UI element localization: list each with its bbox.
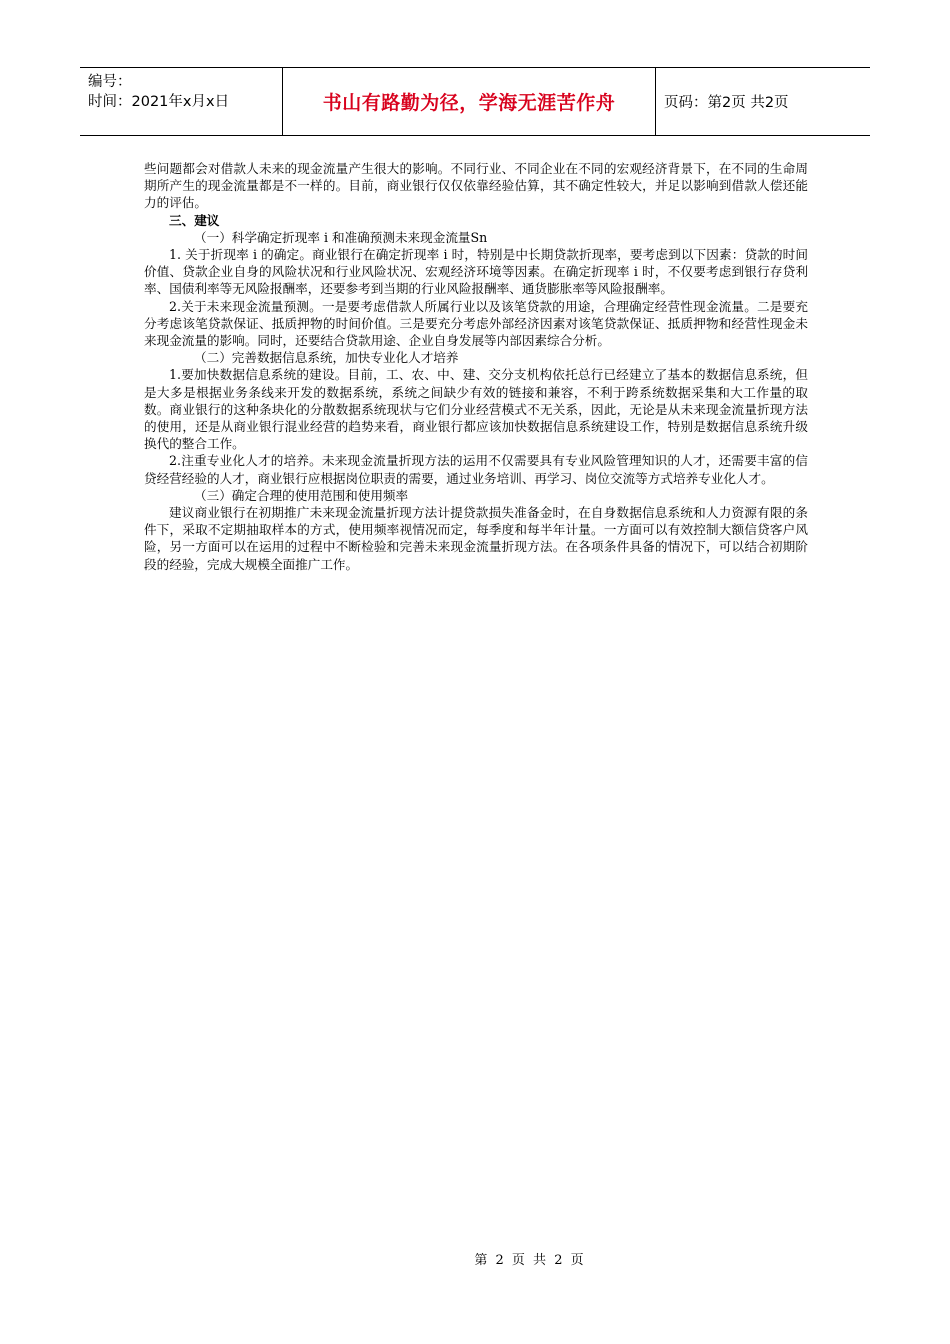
- paragraph-talent: 2.注重专业化人才的培养。未来现金流量折现方法的运用不仅需要具有专业风险管理知识的人才，还需要丰富的信贷经营经验的人才，商业银行应根据岗位职责的需要，通过业务培训、再学习、岗位交流等方式培养专业化人才。: [144, 453, 808, 486]
- paragraph-intro: 些问题都会对借款人未来的现金流量产生很大的影响。不同行业、不同企业在不同的宏观经济背景下，在不同的生命周期所产生的现金流量都是不一样的。目前，商业银行仅仅依靠经验估算，其不确定性较大，并足以影响到借款人偿还能力的评估。: [144, 161, 808, 211]
- subsection-heading-3: （三）确定合理的使用范围和使用频率: [194, 487, 409, 503]
- paragraph-usage-scope: 建议商业银行在初期推广未来现金流量折现方法计提贷款损失准备金时，在自身数据信息系统和人力资源有限的条件下，采取不定期抽取样本的方式，使用频率视情况而定，每季度和每半年计量。一方面可以有效控制大额信贷客户风险，另一方面可以在运用的过程中不断检验和完善未来现金流量折现方法。在各项条件具备的情况下，可以结合初期阶段的经验，完成大规模全面推广工作。: [144, 505, 808, 572]
- header-meta-cell: [80, 68, 283, 135]
- page-footer: 第 2 页 共 2 页: [474, 1253, 586, 1268]
- paragraph-cashflow-forecast: 2.关于未来现金流量预测。一是要考虑借款人所属行业以及该笔贷款的用途，合理确定经营性现金流量。二是要充分考虑该笔贷款保证、抵质押物的时间价值。三是要充分考虑外部经济因素对该笔贷款保证、抵质押物和经营性现金未来现金流量的影响。同时，还要结合贷款用途、企业自身发展等内部因素综合分析。: [144, 298, 808, 349]
- section-heading-suggestions: 三、建议: [169, 212, 220, 228]
- document-body: [144, 160, 808, 573]
- document-date-label: 时间：2021年x月x日: [88, 94, 230, 110]
- subsection-heading-2: （二）完善数据信息系统，加快专业化人才培养: [194, 350, 459, 366]
- header-motto: 书山有路勤为径，学海无涯苦作舟: [283, 68, 656, 135]
- document-number-label: 编号：: [88, 74, 132, 90]
- paragraph-discount-rate: 1. 关于折现率 i 的确定。商业银行在确定折现率 i 时，特别是中长期贷款折现率，要考虑到以下因素：贷款的时间价值、贷款企业自身的风险状况和行业风险状况、宏观经济环境等因素。在确定折现率 i 时，不仅要考虑到银行存贷利率、国债利率等无风险报酬率，还要参考到当期的行业风险报酬率、通货膨胀率等风险报酬率。: [144, 247, 808, 297]
- subsection-heading-1: （一）科学确定折现率 i 和准确预测未来现金流量Sn: [194, 229, 488, 245]
- page-header: [80, 67, 870, 136]
- paragraph-data-system: 1.要加快数据信息系统的建设。目前，工、农、中、建、交分支机构依托总行已经建立了基本的数据信息系统，但是大多是根据业务条线来开发的数据系统，系统之间缺少有效的链接和兼容，不利于跨系统数据采集和大工作量的取数。商业银行的这种条块化的分散数据系统现状与它们分业经营模式不无关系，因此，无论是从未来现金流量折现方法的使用，还是从商业银行混业经营的趋势来看，商业银行都应该加快数据信息系统建设工作，特别是数据信息系统升级换代的整合工作。: [144, 367, 808, 452]
- header-page-info: 页码：第2页 共2页: [664, 95, 789, 111]
